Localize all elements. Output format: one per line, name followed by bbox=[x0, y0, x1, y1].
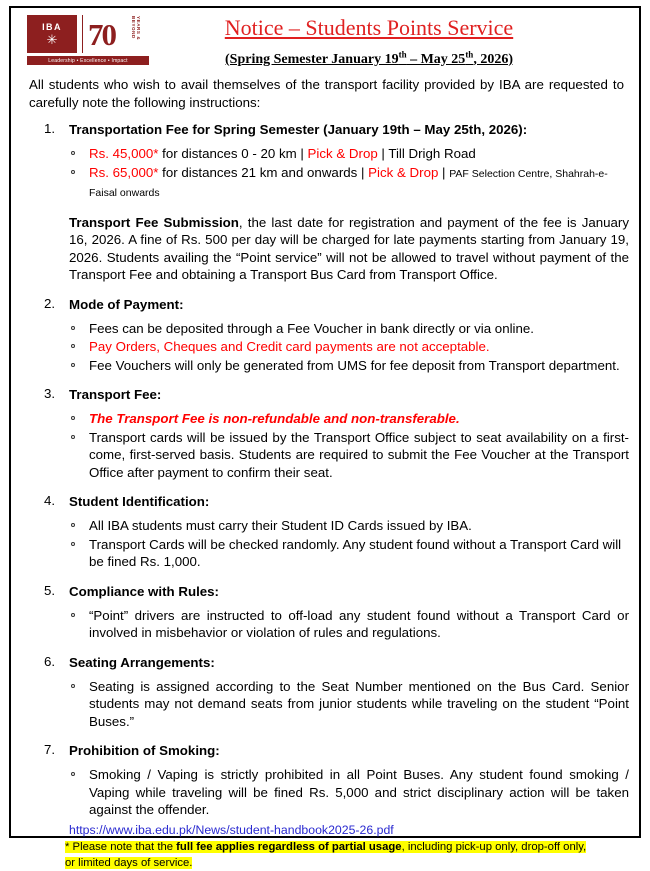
iba-starburst-icon: ✳ bbox=[46, 32, 58, 47]
list-item: Transport cards will be issued by the Transport Office subject to seat availability on a first-come, first-served basis. Students are required to submit the Fee Voucher at the Transport Office after payment to confirm their seat. bbox=[69, 429, 629, 482]
logo-divider bbox=[82, 15, 83, 53]
subtitle-mid: – May 25 bbox=[406, 51, 466, 67]
section-heading: Transportation Fee for Spring Semester (January 19th – May 25th, 2026): bbox=[69, 122, 528, 137]
notice-page-frame bbox=[9, 6, 641, 869]
list-item: All IBA students must carry their Student ID Cards issued by IBA. bbox=[69, 517, 629, 535]
list-item: The Transport Fee is non-refundable and non-transferable. bbox=[69, 410, 629, 428]
section-heading: Student Identification: bbox=[69, 494, 210, 509]
section-prohibition-of-smoking bbox=[21, 742, 629, 819]
fee-separator: | bbox=[377, 146, 389, 161]
fee-bullet-list bbox=[69, 145, 629, 203]
section-number: 6. bbox=[44, 653, 56, 669]
subtitle-prefix: (Spring Semester January 19 bbox=[225, 51, 399, 67]
fee-submission-label: Transport Fee Submission bbox=[69, 214, 239, 230]
fee-separator: | bbox=[438, 164, 450, 180]
section-transport-fee bbox=[21, 386, 629, 481]
section-number: 5. bbox=[44, 582, 56, 598]
section-heading: Transport Fee: bbox=[69, 387, 162, 402]
iba-logo bbox=[27, 15, 149, 65]
section-number: 1. bbox=[44, 121, 56, 136]
section-compliance-with-rules bbox=[21, 583, 629, 642]
footnote-prefix: * Please note that the bbox=[65, 840, 177, 853]
fee-service-type: Pick & Drop bbox=[307, 146, 378, 161]
anniversary-years-label: YEARS & BEYOND bbox=[131, 16, 141, 41]
fee-row bbox=[69, 145, 629, 163]
fee-area: Till Drigh Road bbox=[388, 146, 476, 161]
identification-bullet-list bbox=[69, 517, 629, 571]
fee-area: PAF Selection Centre, Shahrah-e-Faisal onwards bbox=[89, 167, 608, 199]
subtitle-suffix: , 2026) bbox=[473, 51, 513, 67]
footnote-emphasis: full fee applies regardless of partial usage bbox=[176, 840, 402, 853]
partial-usage-footnote bbox=[65, 839, 595, 871]
logo-upper bbox=[27, 15, 149, 53]
compliance-bullet-list bbox=[69, 607, 629, 642]
fee-distance: for distances 21 km and onwards | bbox=[158, 164, 369, 180]
section-heading: Compliance with Rules: bbox=[69, 583, 219, 599]
list-item: Fee Vouchers will only be generated from UMS for fee deposit from Transport department. bbox=[69, 357, 629, 375]
section-seating-arrangements bbox=[21, 654, 629, 731]
fee-amount: Rs. 45,000* bbox=[89, 146, 159, 161]
anniversary-number: 70 bbox=[88, 16, 115, 52]
page-subtitle bbox=[149, 44, 589, 70]
subtitle-ordinal-1: th bbox=[398, 49, 407, 59]
logo-tagline: Leadership • Excellence • Impact bbox=[27, 56, 149, 65]
instructions-list bbox=[21, 121, 629, 819]
section-heading: Prohibition of Smoking: bbox=[69, 743, 220, 758]
iba-crest bbox=[27, 15, 77, 53]
subtitle-ordinal-2: th bbox=[465, 49, 474, 59]
title-block bbox=[149, 13, 629, 70]
payment-bullet-list bbox=[69, 320, 629, 375]
student-handbook-link[interactable]: https://www.iba.edu.pk/News/student-handbook2025-26.pdf bbox=[69, 822, 394, 837]
notice-header bbox=[21, 13, 629, 71]
footnote-suffix: , including pick-up only, drop-off only, or limited days of service. bbox=[65, 840, 587, 869]
transport-fee-bullet-list bbox=[69, 410, 629, 481]
section-student-identification bbox=[21, 493, 629, 571]
page-title: Notice – Students Points Service bbox=[224, 15, 514, 40]
list-item: Smoking / Vaping is strictly prohibited in all Point Buses. Any student found smoking / Vaping while traveling will be fined Rs. 5,000 and strict disciplinary action will be taken against the offender. bbox=[69, 766, 629, 819]
section-number: 7. bbox=[44, 742, 56, 757]
section-mode-of-payment bbox=[21, 296, 629, 375]
list-item: Pay Orders, Cheques and Credit card payments are not acceptable. bbox=[69, 338, 629, 356]
fee-submission-paragraph bbox=[69, 214, 629, 284]
smoking-bullet-list bbox=[69, 766, 629, 819]
list-item: Transport Cards will be checked randomly. Any student found without a Transport Card will be fined Rs. 1,000. bbox=[69, 536, 629, 571]
section-heading: Seating Arrangements: bbox=[69, 654, 215, 670]
fee-row bbox=[69, 164, 629, 203]
anniversary-mark bbox=[88, 15, 140, 53]
iba-acronym: IBA bbox=[42, 22, 62, 32]
fee-service-type: Pick & Drop bbox=[368, 164, 439, 180]
intro-paragraph: All students who wish to avail themselves of the transport facility provided by IBA are requested to carefully note the following instructions: bbox=[29, 77, 624, 110]
fee-amount: Rs. 65,000* bbox=[89, 164, 159, 180]
section-number: 2. bbox=[44, 295, 56, 311]
list-item: Fees can be deposited through a Fee Voucher in bank directly or via online. bbox=[69, 320, 629, 338]
list-item: “Point” drivers are instructed to off-load any student found without a Transport Card or involved in misbehavior or violation of rules and regulations. bbox=[69, 607, 629, 642]
section-number: 4. bbox=[44, 493, 56, 508]
section-transportation-fee bbox=[21, 121, 629, 284]
notice-page-content bbox=[11, 8, 639, 869]
fee-submission-text: , the last date for registration and payment of the fee is January 16, 2026. A fine of Rs. 500 per day will be charged for late payments starting from January 19, 2026. Students availing the “Point service” will not be allowed to travel without payment of the Transport Fee and obtaining a Transport Bus Card from Transport Office. bbox=[69, 214, 630, 282]
section-number: 3. bbox=[44, 386, 56, 401]
seating-bullet-list bbox=[69, 678, 629, 731]
section-heading: Mode of Payment: bbox=[69, 296, 184, 312]
fee-distance: for distances 0 - 20 km | bbox=[158, 146, 308, 161]
list-item: Seating is assigned according to the Seat Number mentioned on the Bus Card. Senior students may not demand seats from junior students while traveling on the student “Point Buses.” bbox=[69, 678, 629, 731]
